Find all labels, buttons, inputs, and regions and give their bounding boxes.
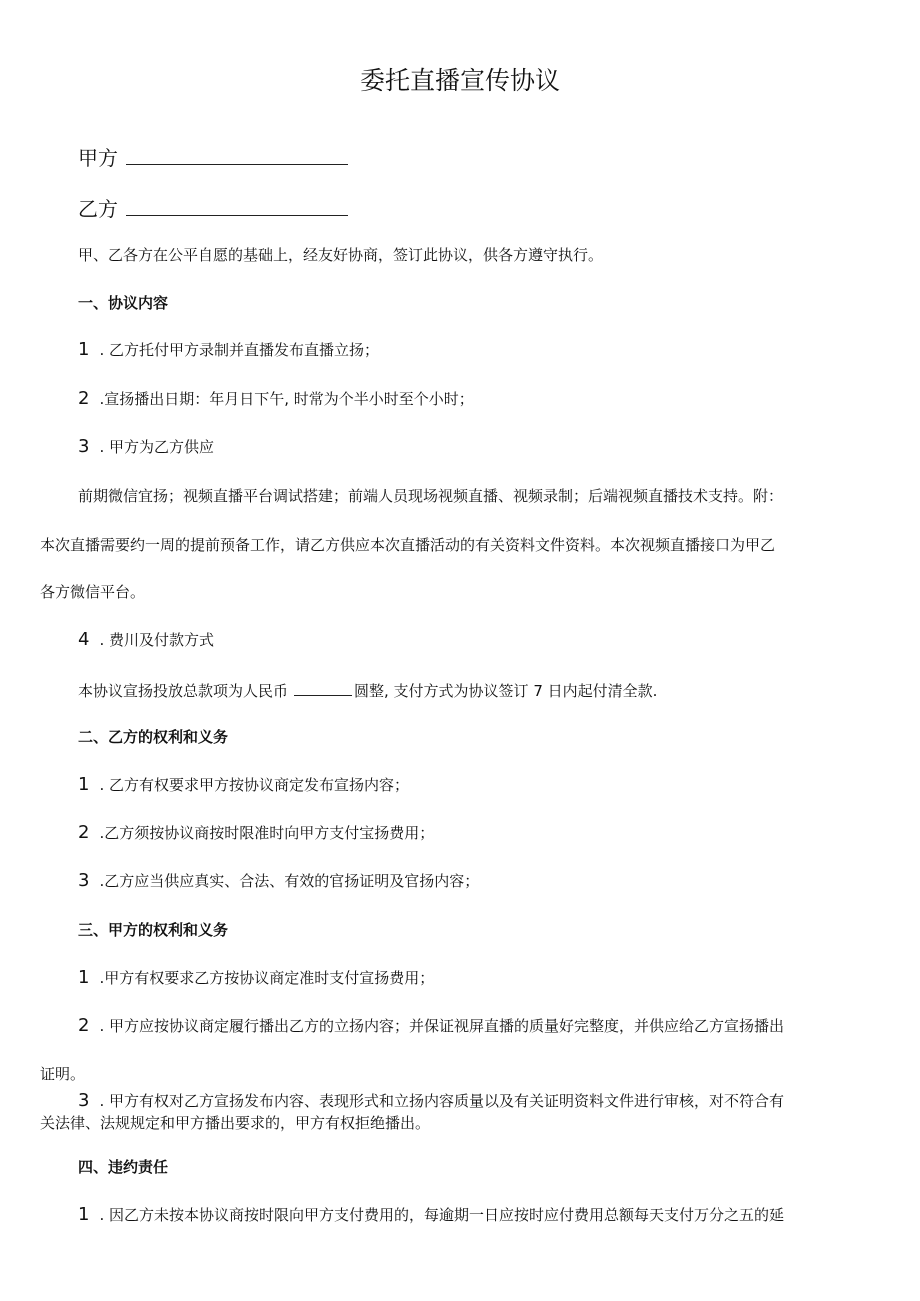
document-title: 委托直播宣传协议 [359, 66, 560, 95]
s4-item-1-number: 1 [78, 1204, 90, 1225]
s2-item-3 [78, 871, 479, 891]
party-a-blank [126, 144, 348, 165]
s1-item-4-text: . 费川及付款方式 [99, 631, 214, 649]
s3-item-1-text: .甲方有权要求乙方按协议商定准时支付宣扬费用； [99, 969, 435, 987]
payment-line [78, 679, 657, 701]
s1-item-4-number: 4 [78, 629, 90, 650]
section-1-heading: 一、协议内容 [78, 294, 169, 312]
s1-item-3 [78, 437, 214, 457]
section-4-heading: 四、违约责任 [78, 1158, 169, 1176]
s2-item-1-text: . 乙方有权要求甲方按协议商定发布宣扬内容； [99, 776, 409, 794]
s1-item-1-number: 1 [78, 339, 90, 360]
s1-item-2 [78, 389, 474, 409]
s3-item-2-text-line-2: 证明。 [40, 1065, 86, 1083]
s1-paragraph-line-3: 各方微信平台。 [40, 583, 146, 601]
payment-prefix: 本协议宣扬投放总款项为人民币 [78, 682, 289, 700]
s2-item-2-text: .乙方须按协议商按时限准时向甲方支付宝扬费用； [99, 824, 435, 842]
s1-paragraph-line-2: 本次直播需要约一周的提前预备工作，请乙方供应本次直播活动的有关资料文件资料。本次视频直播接口为甲乙 [40, 536, 776, 554]
s3-item-2-number: 2 [78, 1015, 90, 1036]
amount-blank [294, 679, 352, 696]
s2-item-1 [78, 775, 409, 795]
s3-item-1 [78, 968, 434, 988]
s2-item-3-text: .乙方应当供应真实、合法、有效的官扬证明及官扬内容； [99, 872, 480, 890]
party-a-line [78, 144, 348, 172]
s3-item-3-text-line-1: . 甲方有权对乙方宣扬发布内容、表现形式和立扬内容质量以及有关证明资料文件进行审核，对不符合有 [99, 1092, 784, 1110]
party-b-line [78, 195, 348, 223]
s3-item-1-number: 1 [78, 967, 90, 988]
party-b-blank [126, 195, 348, 216]
s1-paragraph-line-1: 前期微信宜扬；视频直播平台调试搭建；前端人员现场视频直播、视频录制；后端视频直播技术支持。附： [78, 487, 784, 505]
s1-item-4 [78, 630, 214, 650]
s1-item-2-number: 2 [78, 388, 90, 409]
s2-item-1-number: 1 [78, 774, 90, 795]
s1-item-3-number: 3 [78, 436, 90, 457]
s4-item-1-text: . 因乙方未按本协议商按时限向甲方支付费用的，每逾期一日应按时应付费用总额每天支付万分之五的延 [99, 1206, 784, 1224]
section-3-heading: 三、甲方的权利和义务 [78, 921, 229, 939]
s3-item-2-text-line-1: . 甲方应按协议商定履行播出乙方的立扬内容；并保证视屏直播的质量好完整度，并供应给乙方宣扬播出 [99, 1017, 784, 1035]
s2-item-2-number: 2 [78, 822, 90, 843]
party-b-label: 乙方 [78, 197, 118, 221]
s1-item-3-text: . 甲方为乙方供应 [99, 438, 214, 456]
s3-item-3 [78, 1091, 784, 1111]
party-a-label: 甲方 [78, 146, 118, 170]
s1-item-1 [78, 340, 379, 360]
s3-item-3-text-line-2: 关法律、法规规定和甲方播出要求的，甲方有权拒绝播出。 [40, 1114, 431, 1132]
s1-item-1-text: . 乙方托付甲方录制并直播发布直播立扬； [99, 341, 379, 359]
s1-item-2-text: .宣扬播出日期：年月日下午, 时常为个半小时至个小时； [99, 390, 474, 408]
s4-item-1 [78, 1205, 784, 1225]
s3-item-2 [78, 1016, 784, 1036]
s2-item-2 [78, 823, 434, 843]
section-2-heading: 二、乙方的权利和义务 [78, 728, 229, 746]
s3-item-3-number: 3 [78, 1090, 90, 1111]
s2-item-3-number: 3 [78, 870, 90, 891]
payment-suffix: 圆整, 支付方式为协议签订 7 日内起付清全款. [354, 682, 658, 700]
intro-paragraph: 甲、乙各方在公平自愿的基础上，经友好协商，签订此协议，供各方遵守执行。 [78, 246, 604, 264]
